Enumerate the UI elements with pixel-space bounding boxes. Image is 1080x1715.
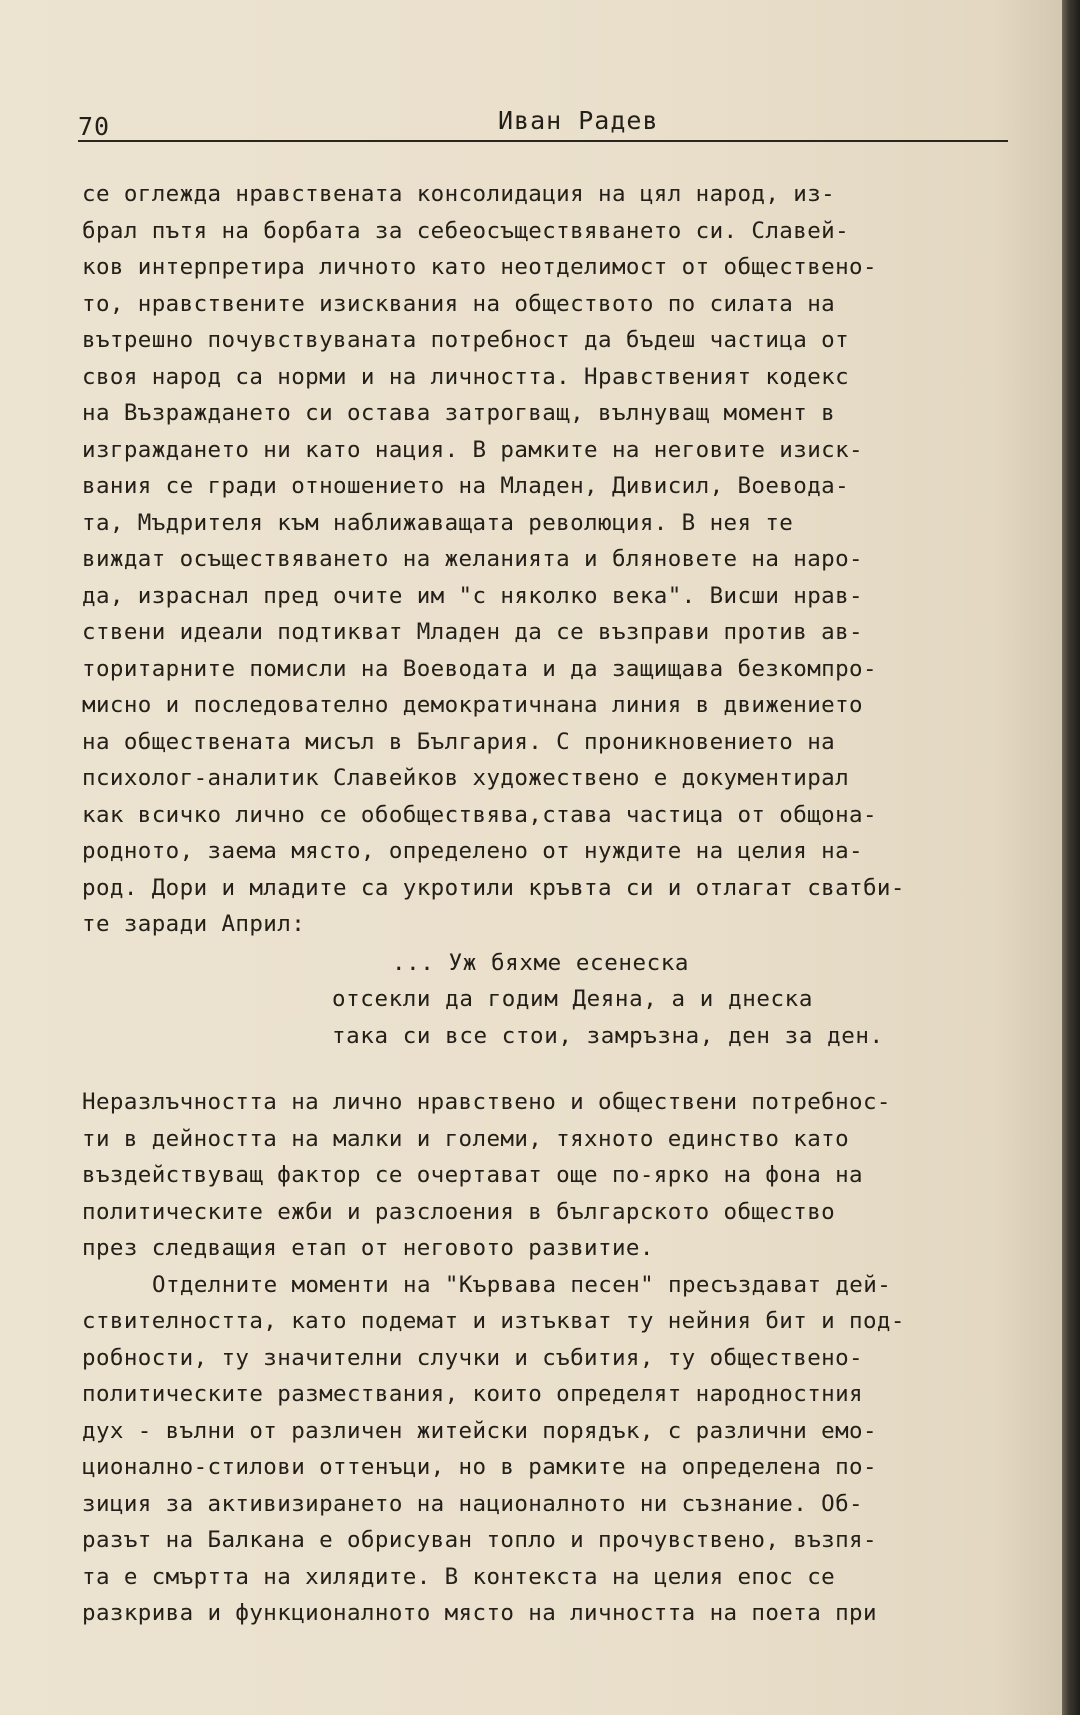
text-line: ствени идеали подтикват Младен да се възправи против ав- (82, 619, 863, 645)
paragraph-3 (82, 1267, 1042, 1632)
verse-quote (82, 945, 1042, 1055)
text-line: виждат осъществяването на желанията и бляновете на наро- (82, 546, 863, 572)
page-number: 70 (78, 112, 111, 141)
text-line: ствителността, като подемат и изтъкват ту нейния бит и под- (82, 1308, 905, 1334)
book-spine-shadow (1062, 0, 1080, 1715)
text-line: ционално-стилови оттенъци, но в рамките на определена по- (82, 1454, 877, 1480)
text-line: разът на Балкана е обрисуван топло и прочувствено, възпя- (82, 1527, 877, 1553)
page-header (78, 106, 1008, 142)
text-line: то, нравствените изисквания на обществото по силата на (82, 290, 836, 317)
text-line: политическите размествания, които определят народностния (82, 1381, 863, 1407)
text-line: род. Дори и младите са укротили кръвта си и отлагат сватби- (82, 874, 905, 901)
text-line: вания се гради отношението на Младен, Дивисил, Воевода- (82, 473, 850, 499)
text-line: робности, ту значителни случки и събития, ту обществено- (82, 1344, 863, 1371)
text-line: Отделните моменти на "Кървава песен" пресъздават дей- (152, 1271, 892, 1298)
text-line: мисно и последователно демократичнана линия в движението (82, 692, 863, 718)
text-line: се оглежда нравствената консолидация на цял народ, из- (82, 181, 836, 207)
verse-line: така си все стои, замръзна, ден за ден. (332, 1022, 884, 1049)
text-line: ти в дейността на малки и големи, тяхното единство като (82, 1125, 850, 1152)
text-line: дух - вълни от различен житейски порядък, с различни емо- (82, 1417, 877, 1444)
text-line: брал пътя на борбата за себеосъществяването си. Славей- (82, 217, 850, 244)
text-line: вътрешно почувствуваната потребност да бъдеш частица от (82, 327, 850, 353)
paragraph-2 (82, 1084, 1042, 1267)
text-line: как всичко лично се обобществява,става частица от общона- (82, 801, 877, 828)
text-line: изграждането ни като нация. В рамките на неговите изиск- (82, 436, 863, 463)
text-line: та е смъртта на хилядите. В контекста на целия епос се (82, 1563, 836, 1590)
running-head-author: Иван Радев (498, 106, 659, 135)
text-line: своя народ са норми и на личността. Нравственият кодекс (82, 363, 850, 390)
text-line: през следващия етап от неговото развитие. (82, 1235, 654, 1261)
text-line: родното, заема място, определено от нуждите на целия на- (82, 838, 863, 864)
text-line: торитарните помисли на Воеводата и да защищава безкомпро- (82, 655, 877, 682)
text-line: на обществената мисъл в България. С проникновението на (82, 728, 836, 755)
verse-line: ... Уж бяхме есенеска (392, 949, 690, 976)
paragraph-gap (82, 1054, 1042, 1084)
verse-line: отсекли да годим Деяна, а и днеска (332, 986, 813, 1012)
paragraph-1 (82, 176, 1042, 943)
text-line: те заради Април: (82, 911, 306, 937)
text-line: да, израснал пред очите им "с няколко века". Висши нрав- (82, 582, 863, 609)
text-line: на Възраждането си остава затрогващ, вълнуващ момент в (82, 400, 836, 426)
text-line: разкрива и функционалното място на личността на поета при (82, 1600, 877, 1626)
text-line: политическите ежби и разслоения в българското общество (82, 1198, 836, 1225)
text-line: та, Мъдрителя към наближаващата революция. В нея те (82, 509, 794, 536)
text-line: Неразлъчността на лично нравствено и обществени потребнос- (82, 1089, 891, 1115)
body-text (82, 176, 1042, 1632)
text-line: въздействуващ фактор се очертават още по-ярко на фона на (82, 1162, 863, 1188)
text-line: ков интерпретира личното като неотделимост от обществено- (82, 254, 877, 280)
text-line: зиция за активизирането на националното ни съзнание. Об- (82, 1490, 863, 1517)
text-line: психолог-аналитик Славейков художествено е документирал (82, 765, 850, 791)
